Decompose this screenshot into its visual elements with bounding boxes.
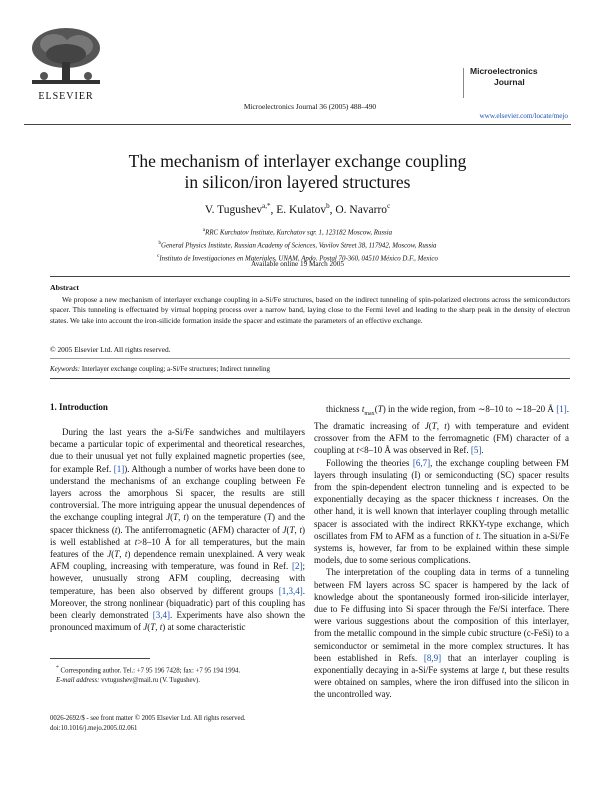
math-symbol: t — [299, 524, 303, 535]
text-run: . The dramatic increasing of — [314, 404, 569, 431]
abstract-body — [50, 295, 570, 326]
elsevier-tree-icon — [24, 26, 108, 90]
author-affiliation-mark: a,* — [262, 202, 271, 210]
email-label: E-mail address: — [56, 676, 100, 684]
text-run: . Moreover, the strong nonlinear (biquadratic) part of this coupling has been clearly demonstrated — [50, 585, 305, 621]
text-run: , — [155, 622, 160, 633]
math-symbol: T — [150, 622, 156, 633]
header-divider — [24, 124, 571, 125]
author-affiliation-mark: c — [387, 202, 391, 210]
math-symbol: T — [173, 512, 179, 523]
text-run: ( — [111, 549, 115, 560]
issn-line: 0026-2692/$ - see front matter © 2005 Elsevier Ltd. All rights reserved. — [50, 715, 246, 722]
text-run: ( — [170, 512, 174, 523]
keywords-line — [50, 365, 570, 373]
copyright-line: © 2005 Elsevier Ltd. All rights reserved. — [50, 345, 171, 354]
affiliation-mark: a — [202, 228, 206, 233]
author-name: V. Tugushev — [204, 203, 263, 216]
keywords-label: Keywords: — [50, 365, 81, 373]
math-symbol: T — [266, 512, 272, 523]
abstract-text: We propose a new mechanism of interlayer exchange coupling in a-Si/Fe structures, based on the indirect tunneling of spin-polarized electrons across the semiconductors spacer. This tunneling is effectuated by virtual hopping process over a narrow band, laying close to the Fermi level and leading to the sharp peak in the density of electron states. We take into account the iron-silicide formation inside the spacer and estimate the parameters of an effective exchange. — [50, 295, 570, 325]
affiliation-list — [60, 226, 535, 264]
math-symbol: t — [496, 494, 499, 505]
math-symbol: t — [159, 622, 163, 633]
math-symbol: T — [431, 421, 437, 431]
available-online-date: Available online 19 March 2005 — [251, 260, 344, 268]
text-run: that an interlayer coupling is exponentially decaying in a-Si/Fe systems at large — [314, 652, 569, 676]
text-run: . The situation in a-Si/Fe systems is, however, far from to be explained within these simple models, due to some serious complications. — [314, 530, 569, 566]
footnote — [50, 664, 305, 685]
math-symbol: t — [356, 445, 360, 456]
subscript: max — [364, 410, 375, 417]
article-meta — [50, 714, 305, 733]
left-column — [50, 426, 305, 633]
math-symbol: t — [183, 512, 186, 523]
title-line-1: The mechanism of interlayer exchange coupling — [128, 151, 467, 171]
corresponding-author-text: Corresponding author. Tel.: +7 95 196 7428; fax: +7 95 194 1994. — [60, 667, 241, 675]
citation-link[interactable]: [1] — [556, 404, 567, 414]
author-affiliation-mark: b — [326, 202, 330, 210]
text-run: >8–10 Å for all temperatures, but the main features of the — [50, 536, 305, 560]
math-symbol: J — [143, 622, 148, 633]
math-symbol: J — [424, 421, 429, 431]
elsevier-logo — [24, 26, 108, 102]
math-symbol: t — [114, 524, 118, 535]
affiliation-item — [60, 226, 535, 239]
affiliation-mark: c — [157, 253, 160, 259]
math-symbol: J — [107, 549, 112, 560]
author-name: O. Navarro — [335, 203, 388, 216]
math-symbol: t — [134, 536, 138, 547]
affiliation-text: Instituto de Investigaciones en Materiales, UNAM, Apdo. Postal 70-360, 04510 México D.F., Mexico — [159, 254, 438, 262]
right-column — [314, 403, 569, 701]
citation-link[interactable]: [3,4] — [152, 610, 170, 621]
corresponding-author-note — [50, 664, 305, 676]
keywords-divider — [50, 358, 570, 359]
journal-brand-line1: Microelectronics — [470, 66, 538, 76]
math-symbol: t — [444, 421, 447, 431]
affiliation-item — [60, 239, 535, 252]
text-run: ( — [286, 524, 290, 535]
body-paragraph — [314, 403, 569, 457]
section-heading: 1. Introduction — [50, 402, 108, 412]
affiliation-text: General Physics Institute, Russian Academy of Sciences, Vavilov Street 38, 117942, Moscow, Russia — [160, 242, 437, 250]
text-run: , — [436, 421, 445, 431]
footnote-divider — [50, 658, 150, 659]
affiliation-mark: b — [158, 240, 161, 246]
math-symbol: J — [166, 512, 171, 523]
math-symbol: t — [501, 665, 505, 676]
citation-link[interactable]: [5] — [470, 445, 482, 456]
text-run: ). Although a number of works have been done to understand the mechanisms of an exchange coupling between Fe layers across the amorphous Si spacer, the results are still controversial. The more intriguing appear the unusual dependences of the exchange coupling integral — [50, 463, 305, 523]
brand-divider — [463, 68, 464, 98]
body-paragraph — [50, 426, 305, 633]
title-line-2: in silicon/iron layered structures — [184, 172, 411, 192]
text-run: Following the theories — [326, 457, 413, 468]
text-run: ) in the wide region, from ∼8–10 to ∼18–20 Å — [382, 404, 557, 414]
abstract-top-divider — [50, 276, 570, 277]
text-run: thickness — [326, 404, 362, 414]
text-run: ) is well established at — [50, 524, 306, 547]
citation-link[interactable]: [1] — [113, 463, 125, 474]
author-name: E. Kulatov — [276, 203, 327, 216]
citation-link[interactable]: [2] — [291, 561, 303, 572]
email-note — [50, 676, 305, 686]
doi-line: doi:10.1016/j.mejo.2005.02.061 — [50, 724, 138, 732]
text-run: . — [481, 445, 484, 456]
citation-link[interactable]: [6,7] — [412, 457, 431, 468]
text-run: , — [178, 512, 184, 523]
article-title — [60, 151, 535, 193]
text-run: ; however, unusually strong AFM coupling, decreasing with temperature, has been also observed by different groups — [50, 561, 305, 596]
text-run: ) with temperature and evident crossover from the AFM to the ferromagnetic (FM) character of a coupling at — [314, 421, 569, 456]
math-symbol: J — [282, 524, 287, 535]
text-run: ( — [147, 622, 151, 633]
text-run: ( — [374, 404, 378, 414]
footnote-mark: * — [56, 665, 59, 671]
journal-brand — [470, 66, 568, 88]
math-symbol: t — [476, 530, 479, 541]
affiliation-text: RRC Kurchatov Institute, Kurchatov sqr. 1, 123182 Moscow, Russia — [205, 229, 393, 237]
math-symbol: T — [289, 524, 295, 535]
abstract-heading: Abstract — [50, 283, 80, 292]
text-run: . Experiments have also shown the pronounced maximum of — [50, 610, 305, 633]
text-run: During the last years the a-Si/Fe sandwiches and multilayers became a particular topic of experimental and theoretical researches, due to their unusual yet not fully explained magnetic properties (see, for example Ref. — [50, 427, 305, 474]
text-run: , the exchange coupling between FM layers through insulating (I) or semiconducting (SC) spacer results from the spin-dependent electron tunneling and is expected to be exponentially decaying as the spacer thickness — [314, 457, 569, 505]
keywords-text: Interlayer exchange coupling; a-Si/Fe structures; Indirect tunneling — [81, 365, 270, 373]
text-run: , — [119, 549, 125, 560]
text-run: ) and the spacer thickness ( — [50, 512, 305, 535]
journal-url-link[interactable]: www.elsevier.com/locate/mejo — [479, 112, 568, 120]
body-paragraph — [314, 566, 569, 700]
math-symbol: T — [114, 549, 120, 560]
math-symbol: t — [361, 404, 365, 414]
text-run: <8–10 Å was observed in Ref. — [359, 445, 471, 456]
math-symbol: T — [377, 404, 383, 414]
body-top-divider — [50, 378, 570, 379]
text-run: , but these results were obtained on samples, where the iron diffused into the silicon in the uncontrolled way. — [314, 665, 569, 700]
text-run: ) dependence remain unexplained. A very weak AFM coupling, increasing with temperature, was found in Ref. — [50, 549, 305, 572]
publisher-name: ELSEVIER — [38, 91, 94, 102]
journal-brand-line2: Journal — [494, 77, 525, 87]
citation-link[interactable]: [8,9] — [423, 652, 442, 663]
author-list: V. Tugushev$^{a,*}$, E. Kulatov$^b$, O. Navarro$^c$ — [204, 202, 391, 216]
text-run: , — [294, 524, 300, 535]
text-run: increases. On the other hand, it is well known that interlayer coupling through metallic spacer is associated with the indirect RKKY-type exchange, which oscillates from FM to AFM as a function of — [314, 494, 569, 541]
journal-reference: Microelectronics Journal 36 (2005) 488–490 — [243, 102, 377, 111]
citation-link[interactable]: [1,3,4] — [278, 585, 303, 596]
text-run: ). The antiferromagnetic (AFM) character of — [117, 524, 283, 535]
email-link[interactable]: vvtugushev@mail.ru (V. Tugushev). — [101, 676, 200, 684]
text-run: ) on the temperature ( — [185, 512, 267, 523]
math-symbol: t — [124, 549, 128, 560]
text-run: ( — [428, 421, 432, 431]
text-run: The interpretation of the coupling data in terms of a tunneling between FM layers across SC spacer is hampered by the lack of knowledge about the spontaneously formed iron-silicide interlayer, due to Fe diffusing into Si spacer through the Fe/Si interface. There were various suggestions about the composition of this interlayer, from the metallic compound in the simple cubic structure (c-FeSi) to a semiconductor or semimetal in the more complex structures. It has been established in Refs. — [314, 567, 569, 663]
body-paragraph — [314, 457, 569, 567]
text-run: ) at some characteristic — [162, 622, 246, 633]
